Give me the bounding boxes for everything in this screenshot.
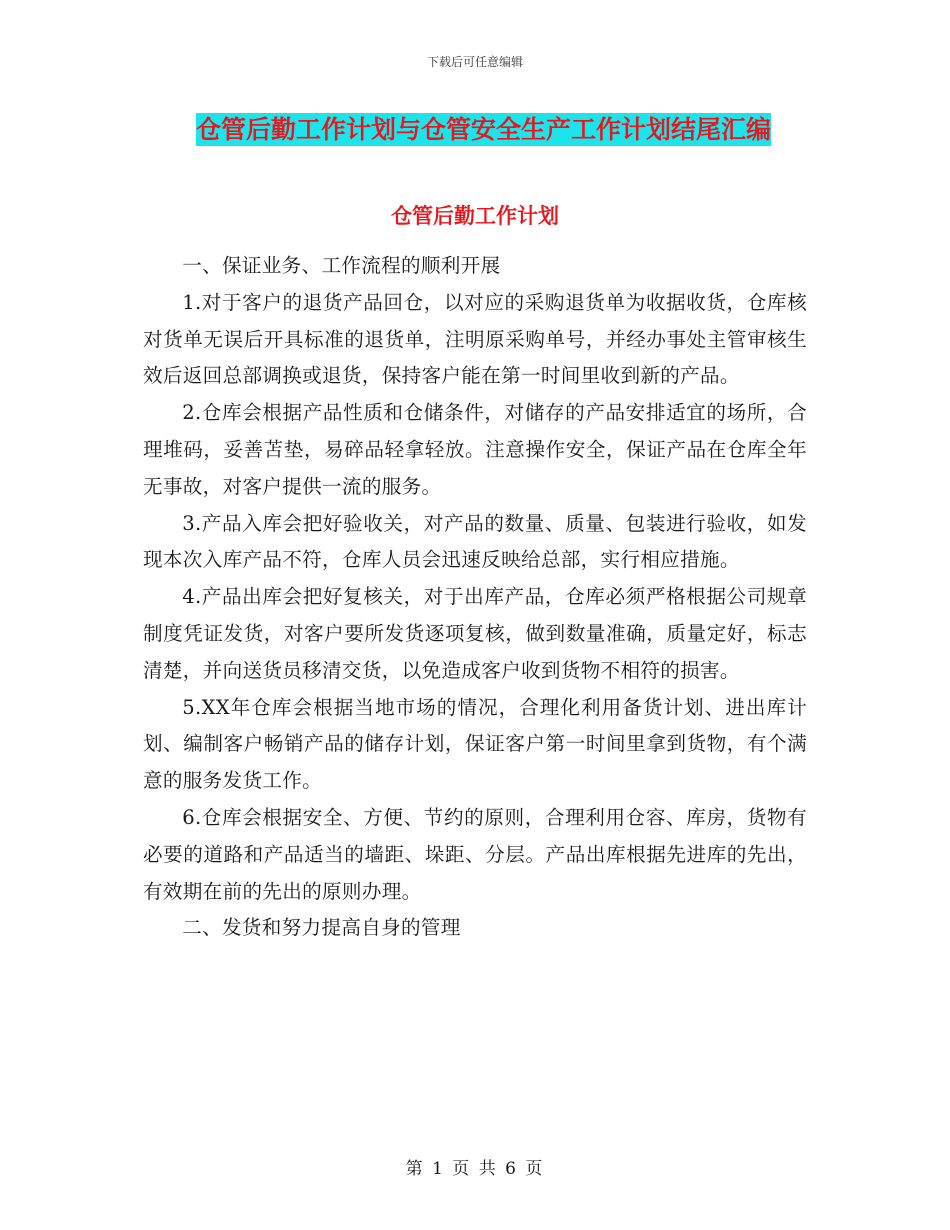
paragraph: 1.对于客户的退货产品回仓，以对应的采购退货单为收据收货，仓库核对货单无误后开具标准的退货单，注明原采购单号，并经办事处主管审核生效后返回总部调换或退货，保持客户能在第一时间里收到新的产品。: [143, 290, 807, 388]
page-header-note: 下载后可任意编辑: [426, 55, 523, 69]
paragraph: 4.产品出库会把好复核关，对于出库产品，仓库必须严格根据公司规章制度凭证发货，对客户要所发货逐项复核，做到数量准确，质量定好，标志清楚，并向送货员移清交货，以免造成客户收到货物不相符的损害。: [143, 585, 807, 682]
section-title: 仓管后勤工作计划: [391, 204, 559, 228]
paragraph: 5.XX年仓库会根据当地市场的情况，合理化利用备货计划、进出库计划、编制客户畅销产品的储存计划，保证客户第一时间里拿到货物，有个满意的服务发货工作。: [143, 695, 807, 793]
paragraph: 6.仓库会根据安全、方便、节约的原则，合理利用仓容、库房，货物有必要的道路和产品适当的墙距、垛距、分层。产品出库根据先进库的先出，有效期在前的先出的原则办理。: [143, 805, 807, 903]
document-title: [194, 112, 773, 148]
paragraph: 二、发货和努力提高自身的管理: [182, 916, 461, 940]
paragraph: 一、保证业务、工作流程的顺利开展: [182, 254, 501, 277]
document-title-text: 仓管后勤工作计划与仓管安全生产工作计划结尾汇编: [196, 115, 772, 144]
document-body: [143, 248, 807, 947]
page-number: 第 1 页 共 6 页: [405, 1159, 545, 1179]
paragraph: 3.产品入库会把好验收关，对产品的数量、质量、包装进行验收，如发现本次入库产品不符，仓库人员会迅速反映给总部，实行相应措施。: [143, 511, 807, 572]
paragraph: 2.仓库会根据产品性质和仓储条件，对储存的产品安排适宜的场所，合理堆码，妥善苫垫，易碎品轻拿轻放。注意操作安全，保证产品在仓库全年无事故，对客户提供一流的服务。: [143, 401, 807, 498]
